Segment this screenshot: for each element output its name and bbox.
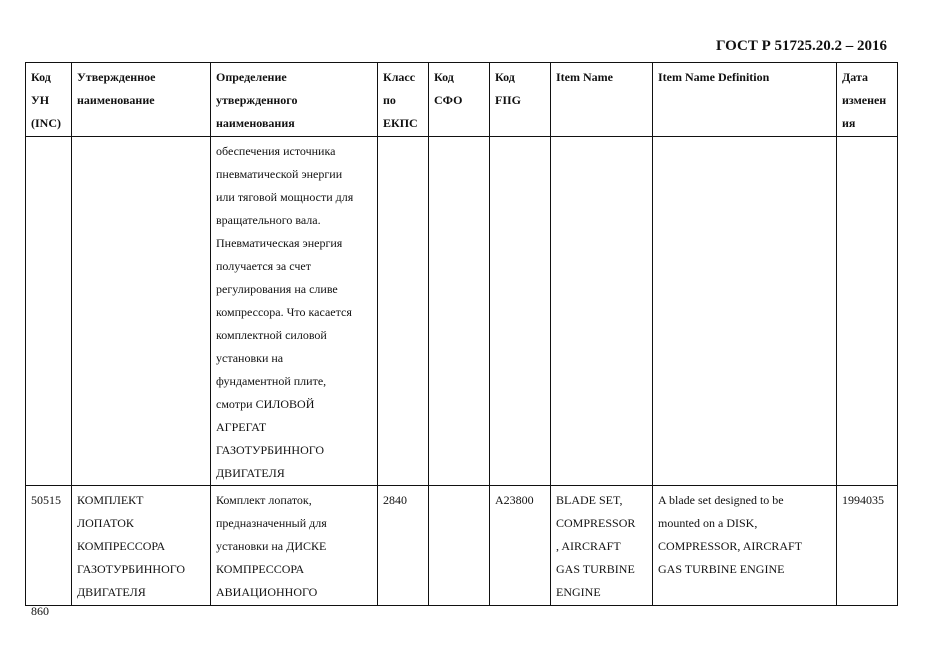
- table-row: [26, 137, 898, 486]
- cell-change-date: 1994035: [837, 486, 898, 606]
- cell-change-date: [837, 137, 898, 486]
- header-definition: Определение утвержденного наименования: [211, 63, 378, 137]
- cell-item-name-definition: A blade set designed to be mounted on a DISK, COMPRESSOR, AIRCRAFT GAS TURBINE ENGINE: [653, 486, 837, 606]
- header-sfo-code: Код СФО: [429, 63, 490, 137]
- header-ekps-class: Класс по ЕКПС: [378, 63, 429, 137]
- cell-item-name: BLADE SET, COMPRESSOR , AIRCRAFT GAS TURBINE ENGINE: [551, 486, 653, 606]
- cell-definition: Комплект лопаток, предназначенный для установки на ДИСКЕ КОМПРЕССОРА АВИАЦИОННОГО: [211, 486, 378, 606]
- cell-item-name: [551, 137, 653, 486]
- table-row: [26, 486, 898, 606]
- page-number: 860: [31, 604, 49, 618]
- cell-approved-name: КОМПЛЕКТ ЛОПАТОК КОМПРЕССОРА ГАЗОТУРБИННОГО ДВИГАТЕЛЯ: [72, 486, 211, 606]
- cell-item-name-definition: [653, 137, 837, 486]
- cell-ekps-class: [378, 137, 429, 486]
- cell-approved-name: [72, 137, 211, 486]
- cell-definition: обеспечения источника пневматической энергии или тяговой мощности для вращательного вала. Пневматическая энергия получается за счет регулирования на сливе компрессора. Что касается комплектной силовой установки на фундаментной плите, смотри СИЛОВОЙ АГРЕГАТ ГАЗОТУРБИННОГО ДВИГАТЕЛЯ: [211, 137, 378, 486]
- cell-ekps-class: 2840: [378, 486, 429, 606]
- header-inc: Код УН (INC): [26, 63, 72, 137]
- cell-inc: [26, 137, 72, 486]
- header-change-date: Дата изменен ия: [837, 63, 898, 137]
- header-fiig-code: Код FIIG: [490, 63, 551, 137]
- cell-fiig-code: [490, 137, 551, 486]
- cell-fiig-code: A23800: [490, 486, 551, 606]
- document-code: ГОСТ Р 51725.20.2 – 2016: [715, 38, 887, 54]
- catalog-table: [25, 62, 898, 606]
- cell-inc: 50515: [26, 486, 72, 606]
- header-item-name-definition: Item Name Definition: [653, 63, 837, 137]
- cell-sfo-code: [429, 486, 490, 606]
- cell-sfo-code: [429, 137, 490, 486]
- table-header-row: [26, 63, 898, 137]
- header-item-name: Item Name: [551, 63, 653, 137]
- header-approved-name: Утвержденное наименование: [72, 63, 211, 137]
